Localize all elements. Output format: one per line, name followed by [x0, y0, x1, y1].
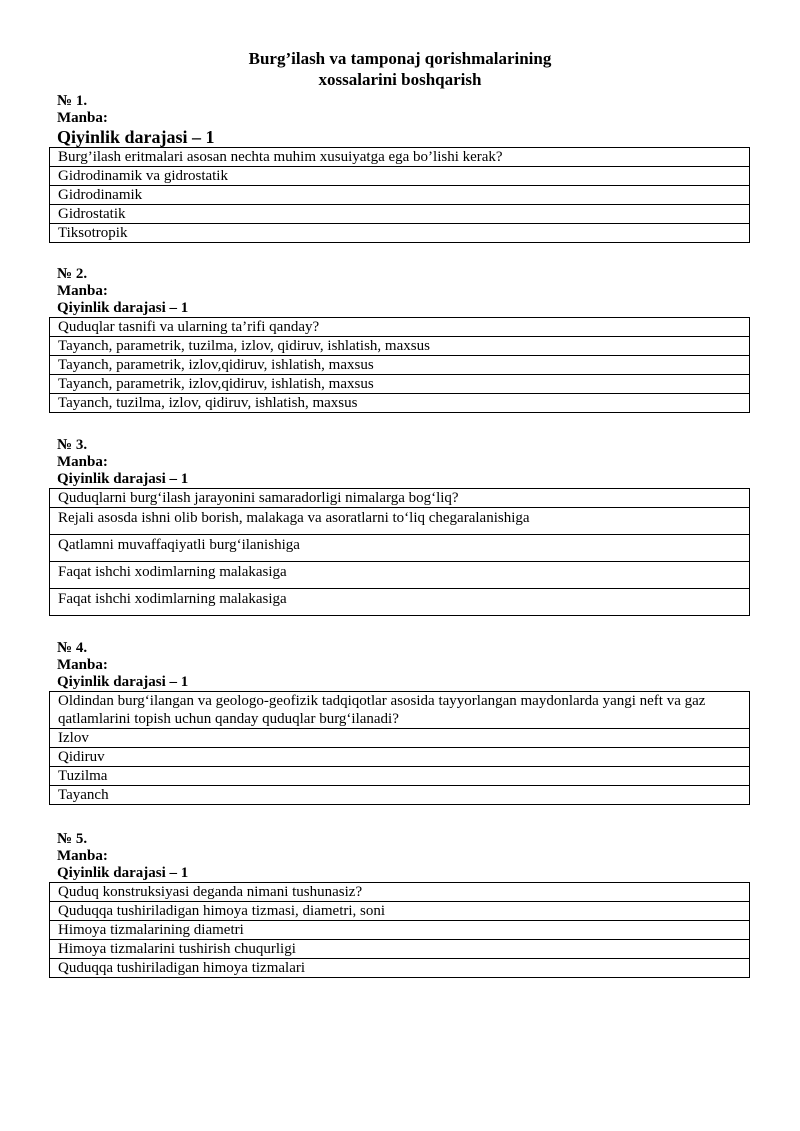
answer-option: Izlov: [50, 729, 750, 748]
answer-option: Tayanch, parametrik, tuzilma, izlov, qidiruv, ishlatish, maxsus: [50, 337, 750, 356]
difficulty-level: Qiyinlik darajasi – 1: [57, 471, 189, 487]
question-table: [49, 882, 750, 978]
answer-option: Tayanch, tuzilma, izlov, qidiruv, ishlatish, maxsus: [50, 394, 750, 413]
document-title: [0, 48, 800, 90]
answer-option: Tayanch, parametrik, izlov,qidiruv, ishlatish, maxsus: [50, 375, 750, 394]
table-row: [50, 883, 750, 902]
question-text: Oldindan burg‘ilangan va geologo-geofizik tadqiqotlar asosida tayyorlangan maydonlarda yangi neft va gaz qatlamlarini topish uchun qanday quduqlar burg‘ilanadi?: [50, 692, 750, 729]
table-row: [50, 786, 750, 805]
table-row: [50, 489, 750, 508]
table-row: [50, 167, 750, 186]
table-row: [50, 394, 750, 413]
table-row: [50, 748, 750, 767]
question-block-2: [57, 266, 751, 413]
difficulty-level: Qiyinlik darajasi – 1: [57, 300, 189, 316]
question-source: Manba:: [57, 657, 108, 673]
table-row: [50, 692, 750, 729]
question-text: Burg’ilash eritmalari asosan nechta muhim xusuiyatga ega bo’lishi kerak?: [50, 148, 750, 167]
question-source: Manba:: [57, 110, 108, 126]
answer-option: Tayanch, parametrik, izlov,qidiruv, ishlatish, maxsus: [50, 356, 750, 375]
answer-option: Tiksotropik: [50, 224, 750, 243]
question-table: [49, 488, 750, 616]
question-block-1: [57, 93, 751, 243]
question-text: Quduqlar tasnifi va ularning ta’rifi qanday?: [50, 318, 750, 337]
table-row: [50, 589, 750, 616]
table-row: [50, 902, 750, 921]
table-row: [50, 959, 750, 978]
answer-option: Quduqqa tushiriladigan himoya tizmalari: [50, 959, 750, 978]
table-row: [50, 224, 750, 243]
question-number: № 4.: [57, 640, 88, 656]
table-row: [50, 508, 750, 535]
question-number: № 2.: [57, 266, 88, 282]
table-row: [50, 767, 750, 786]
question-source: Manba:: [57, 848, 108, 864]
table-row: [50, 205, 750, 224]
table-row: [50, 148, 750, 167]
answer-option: Tayanch: [50, 786, 750, 805]
answer-option: Qidiruv: [50, 748, 750, 767]
table-row: [50, 921, 750, 940]
question-table: [49, 691, 750, 805]
answer-option: Quduqqa tushiriladigan himoya tizmasi, diametri, soni: [50, 902, 750, 921]
answer-option: Gidrostatik: [50, 205, 750, 224]
answer-option: Tuzilma: [50, 767, 750, 786]
table-row: [50, 375, 750, 394]
table-row: [50, 562, 750, 589]
question-table: [49, 317, 750, 413]
difficulty-level: Qiyinlik darajasi – 1: [57, 865, 189, 881]
question-source: Manba:: [57, 454, 108, 470]
answer-option: Faqat ishchi xodimlarning malakasiga: [50, 562, 750, 589]
table-row: [50, 186, 750, 205]
table-row: [50, 535, 750, 562]
title-line-1: Burg’ilash va tamponaj qorishmalarining: [248, 49, 552, 68]
answer-option: Faqat ishchi xodimlarning malakasiga: [50, 589, 750, 616]
question-text: Quduq konstruksiyasi deganda nimani tushunasiz?: [50, 883, 750, 902]
answer-option: Himoya tizmalarining diametri: [50, 921, 750, 940]
answer-option: Rejali asosda ishni olib borish, malakaga va asoratlarni to‘liq chegaralanishiga: [50, 508, 750, 535]
question-number: № 5.: [57, 831, 88, 847]
answer-option: Gidrodinamik va gidrostatik: [50, 167, 750, 186]
table-row: [50, 356, 750, 375]
table-row: [50, 940, 750, 959]
question-block-3: [57, 437, 751, 616]
question-number: № 3.: [57, 437, 88, 453]
question-table: [49, 147, 750, 243]
question-number: № 1.: [57, 93, 88, 109]
difficulty-level: Qiyinlik darajasi – 1: [57, 127, 215, 147]
question-block-4: [57, 640, 751, 805]
title-line-2: xossalarini boshqarish: [318, 70, 482, 89]
table-row: [50, 337, 750, 356]
table-row: [50, 729, 750, 748]
table-row: [50, 318, 750, 337]
answer-option: Himoya tizmalarini tushirish chuqurligi: [50, 940, 750, 959]
question-source: Manba:: [57, 283, 108, 299]
question-text: Quduqlarni burg‘ilash jarayonini samaradorligi nimalarga bog‘liq?: [50, 489, 750, 508]
difficulty-level: Qiyinlik darajasi – 1: [57, 674, 189, 690]
question-block-5: [57, 831, 751, 978]
answer-option: Gidrodinamik: [50, 186, 750, 205]
answer-option: Qatlamni muvaffaqiyatli burg‘ilanishiga: [50, 535, 750, 562]
